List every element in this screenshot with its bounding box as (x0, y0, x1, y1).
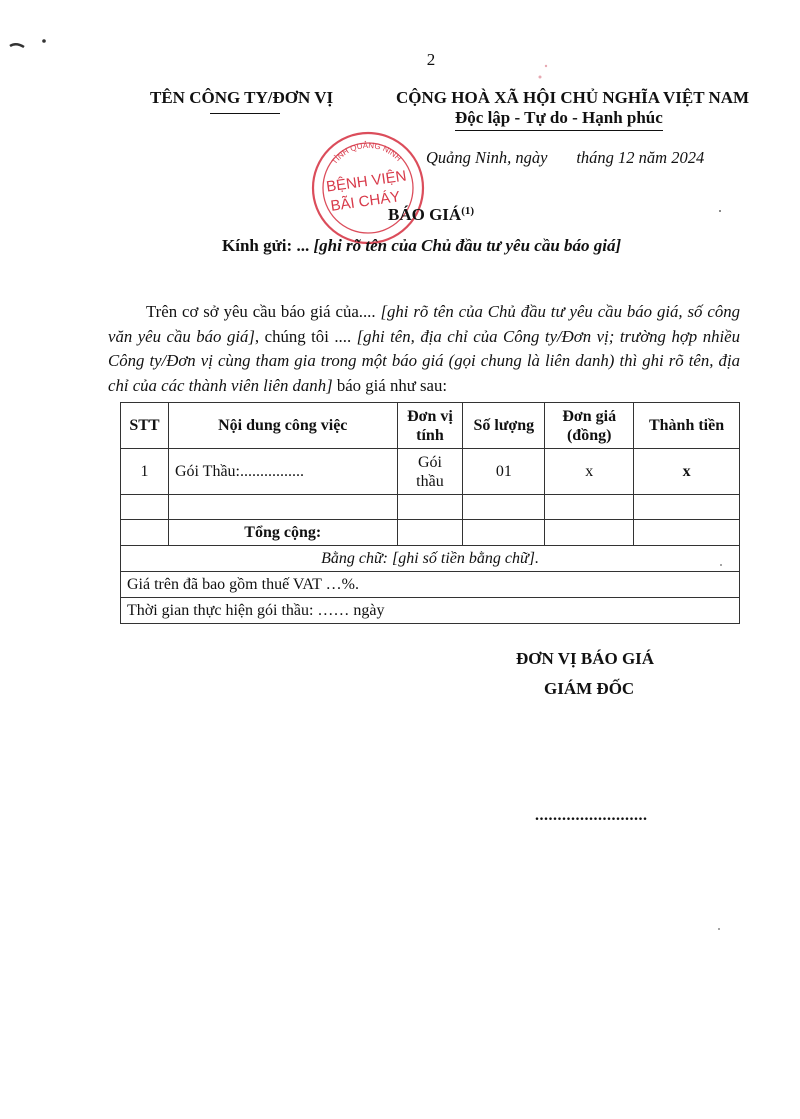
duration-row (121, 598, 740, 624)
stamp-line1: BỆNH VIỆN (325, 167, 408, 196)
amount-in-words: Bằng chữ: [ghi số tiền bằng chữ]. (121, 546, 740, 572)
recipient-line: Kính gửi: ... [ghi rõ tên của Chủ đầu tư yêu cầu báo giá] (222, 236, 622, 255)
quotation-table (120, 402, 740, 624)
vat-note: Giá trên đã bao gồm thuế VAT …%. (121, 572, 740, 598)
stamp-line2: BÃI CHÁY (329, 188, 402, 215)
total-row (121, 520, 740, 546)
page-number: 2 (426, 50, 436, 69)
stamp-arc-text: TỈNH QUẢNG NINH (329, 140, 404, 166)
amount-in-words-row (121, 546, 740, 572)
cell-unit-price: x (545, 449, 634, 495)
hospital-stamp (308, 128, 426, 246)
cell-quantity: 01 (463, 449, 545, 495)
intro-paragraph: Trên cơ sở yêu cầu báo giá của.... [ghi rõ tên của Chủ đầu tư yêu cầu báo giá, số công văn yêu cầu báo giá], chúng tôi .... [ghi tên, địa chỉ của Công ty/Đơn vị; trường hợp nhiều Công ty/Đơn vị cùng tham gia trong một báo giá (gọi chung là liên danh) thì ghi rõ tên, địa chỉ của các thành viên liên danh] báo giá như sau: (108, 302, 740, 395)
header-content: Nội dung công việc (168, 403, 397, 449)
country-title: CỘNG HOÀ XÃ HỘI CHỦ NGHĨA VIỆT NAM (396, 88, 750, 107)
title-footnote-mark: (1) (461, 205, 475, 217)
total-label: Tổng cộng: (168, 520, 397, 546)
place-date: Quảng Ninh, ngày tháng 12 năm 2024 (426, 148, 705, 167)
header-quantity: Số lượng (463, 403, 545, 449)
table-row (121, 449, 740, 495)
vat-row (121, 572, 740, 598)
motto-underline (455, 130, 663, 131)
signer-organization: ĐƠN VỊ BÁO GIÁ (516, 649, 655, 668)
header-amount: Thành tiền (634, 403, 740, 449)
signature-line: ......................... (535, 807, 648, 824)
signer-title: GIÁM ĐỐC (544, 679, 635, 698)
header-unit: Đơn vị tính (397, 403, 463, 449)
header-unit-price: Đơn giá (đồng) (545, 403, 634, 449)
cell-stt: 1 (121, 449, 169, 495)
cell-amount: x (634, 449, 740, 495)
document-title: BÁO GIÁ$^{(1)}$ (388, 205, 475, 224)
cell-content: Gói Thầu:................ (168, 449, 397, 495)
duration-note: Thời gian thực hiện gói thầu: …… ngày (121, 598, 740, 624)
table-row-empty (121, 495, 740, 520)
company-underline (210, 113, 280, 114)
company-name: TÊN CÔNG TY/ĐƠN VỊ (150, 88, 334, 107)
header-stt: STT (121, 403, 169, 449)
table-header-row (121, 403, 740, 449)
motto: Độc lập - Tự do - Hạnh phúc (455, 108, 663, 127)
cell-unit: Gói thầu (397, 449, 463, 495)
